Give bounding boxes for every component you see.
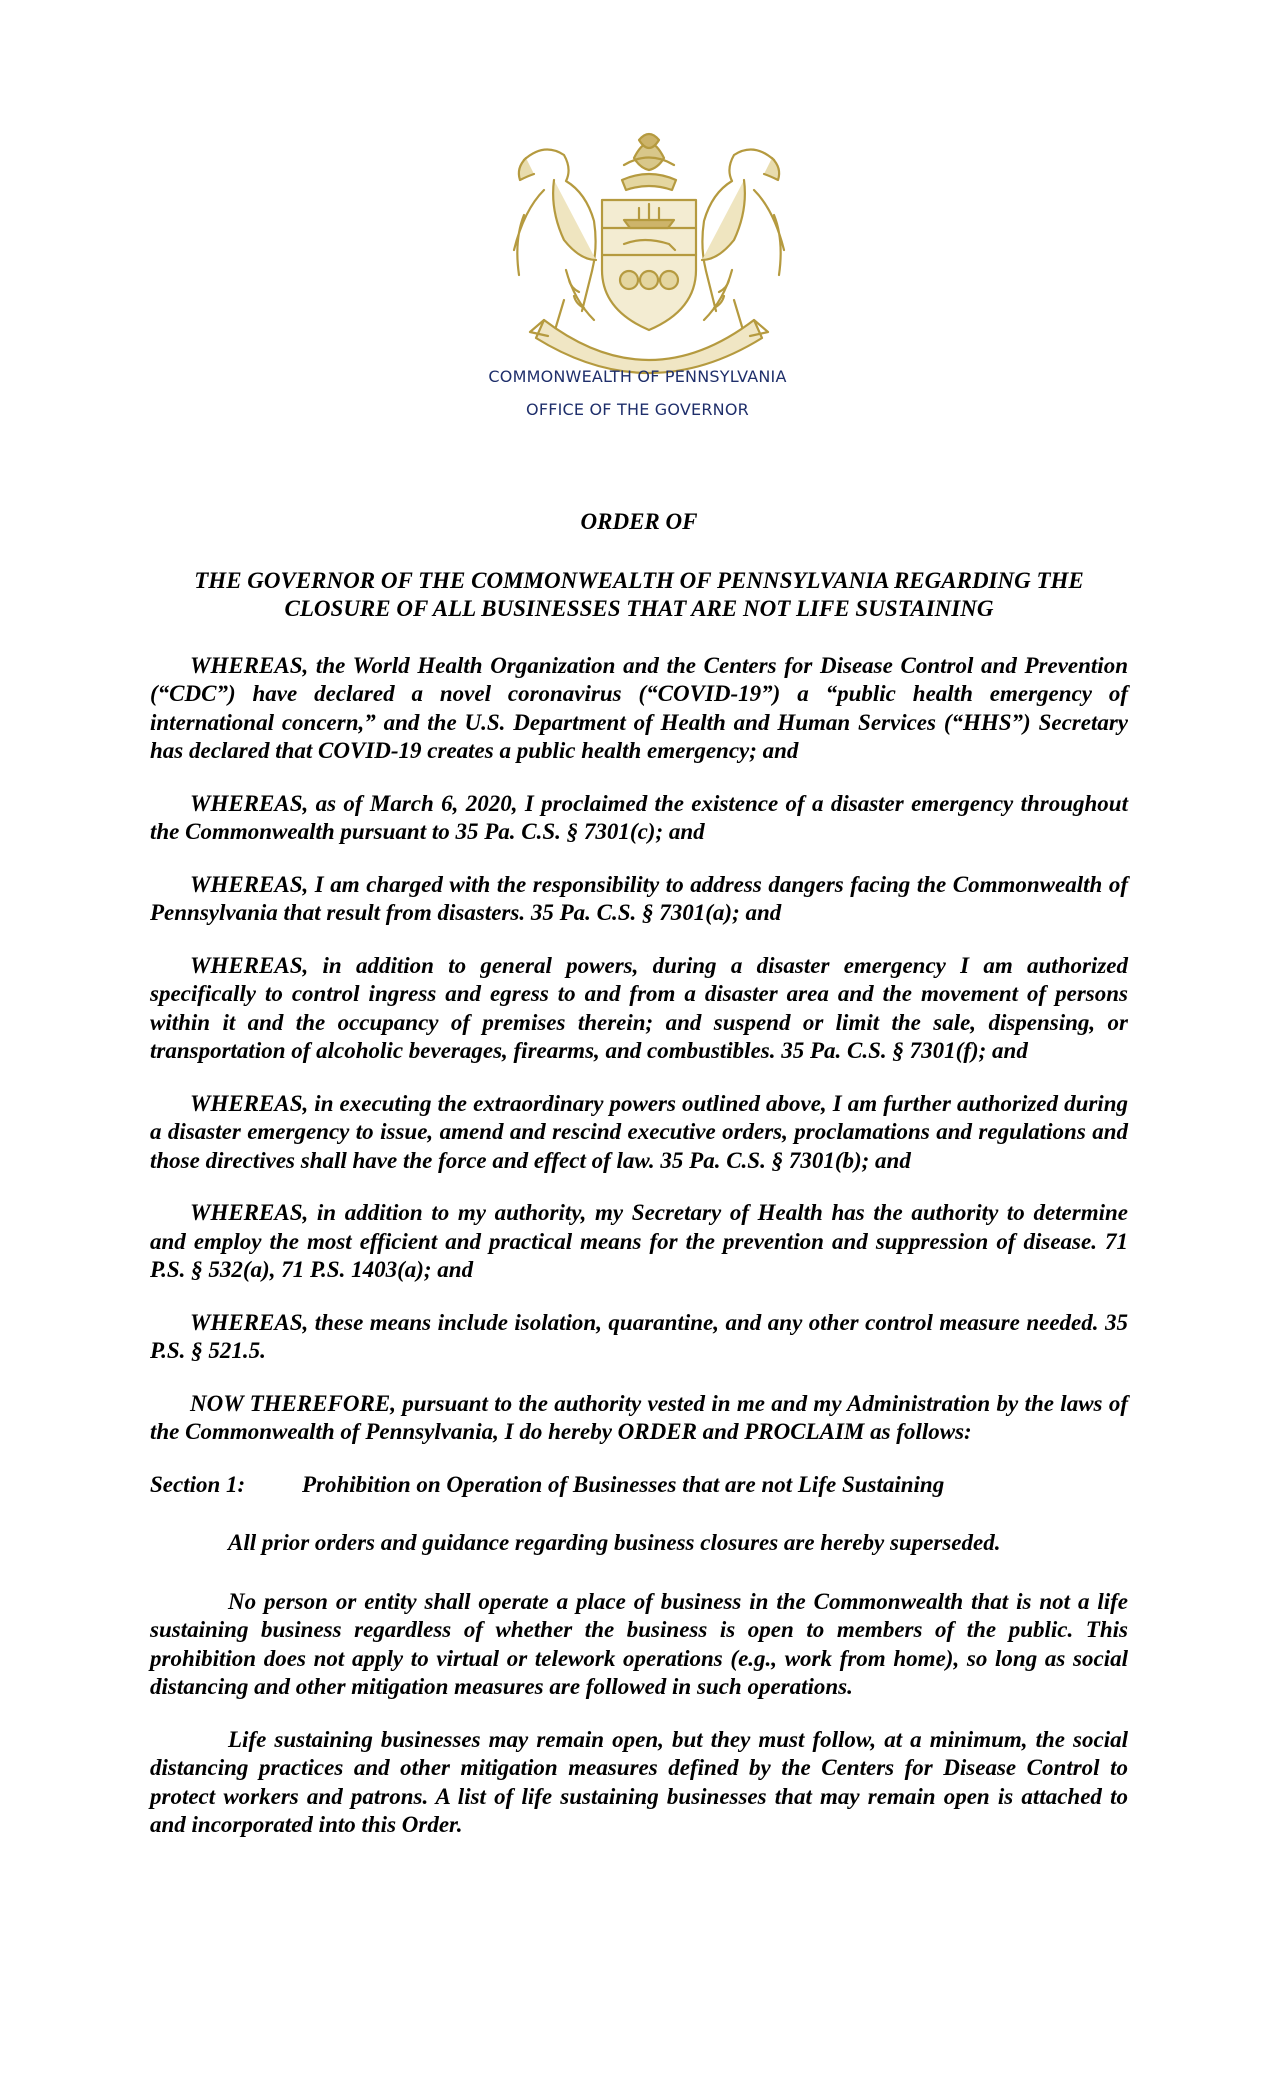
order-subtitle: THE GOVERNOR OF THE COMMONWEALTH OF PENNSYLVANIA REGARDING THE CLOSURE OF ALL BUSINESSES THAT ARE NOT LIFE SUSTAINING xyxy=(194,567,1084,621)
whereas-paragraph: WHEREAS, as of March 6, 2020, I proclaimed the existence of a disaster emergency throughout the Commonwealth pursuant to 35 Pa. C.S. § 7301(c); and xyxy=(150,790,1128,844)
whereas-paragraph: WHEREAS, the World Health Organization and the Centers for Disease Control and Prevention (“CDC”) have declared a novel coronavirus (“COVID-19”) a “public health emergency of international concern,” and the U.S. Department of Health and Human Services (“HHS”) Secretary has declared that COVID-19 creates a public health emergency; and xyxy=(150,652,1128,763)
section-paragraph: All prior orders and guidance regarding business closures are hereby superseded. xyxy=(228,1530,1001,1555)
letterhead-commonwealth: COMMONWEALTH OF PENNSYLVANIA xyxy=(488,367,787,386)
section-1-heading xyxy=(150,1471,1128,1500)
whereas-paragraph: WHEREAS, in addition to my authority, my Secretary of Health has the authority to determine and employ the most efficient and practical means for the prevention and suppression of disease. 71 P.S. § 532(a), 71 P.S. 1403(a); and xyxy=(150,1200,1128,1282)
letterhead-office: OFFICE OF THE GOVERNOR xyxy=(526,400,749,419)
order-body xyxy=(150,508,1128,1864)
pennsylvania-coat-of-arms-icon xyxy=(484,120,814,380)
section-title: Prohibition on Operation of Businesses that are not Life Sustaining xyxy=(302,1471,945,1497)
section-number: Section 1: xyxy=(150,1471,246,1497)
order-title: ORDER OF xyxy=(580,509,698,534)
section-paragraph: No person or entity shall operate a place of business in the Commonwealth that is not a life sustaining business regardless of whether the business is open to members of the public. This prohibition does not apply to virtual or telework operations (e.g., work from home), so long as social distancing and other mitigation measures are followed in such operations. xyxy=(150,1588,1128,1699)
whereas-paragraph: WHEREAS, in executing the extraordinary powers outlined above, I am further authorized during a disaster emergency to issue, amend and rescind executive orders, proclamations and regulations and those directives shall have the force and effect of law. 35 Pa. C.S. § 7301(b); and xyxy=(150,1090,1128,1173)
whereas-paragraph: WHEREAS, I am charged with the responsibility to address dangers facing the Commonwealth of Pennsylvania that result from disasters. 35 Pa. C.S. § 7301(a); and xyxy=(150,871,1128,925)
whereas-paragraph: WHEREAS, these means include isolation, quarantine, and any other control measure needed. 35 P.S. § 521.5. xyxy=(150,1309,1128,1363)
now-therefore-paragraph: NOW THEREFORE, pursuant to the authority vested in me and my Administration by the laws of the Commonwealth of Pennsylvania, I do hereby ORDER and PROCLAIM as follows: xyxy=(150,1390,1128,1444)
section-paragraph: Life sustaining businesses may remain open, but they must follow, at a minimum, the social distancing practices and other mitigation measures defined by the Centers for Disease Control to protect workers and patrons. A list of life sustaining businesses that may remain open is attached to and incorporated into this Order. xyxy=(150,1726,1128,1837)
whereas-paragraph: WHEREAS, in addition to general powers, during a disaster emergency I am authorized specifically to control ingress and egress to and from a disaster area and the movement of persons within it and the occupancy of premises therein; and suspend or limit the sale, dispensing, or transportation of alcoholic beverages, firearms, and combustibles. 35 Pa. C.S. § 7301(f); and xyxy=(150,952,1128,1063)
